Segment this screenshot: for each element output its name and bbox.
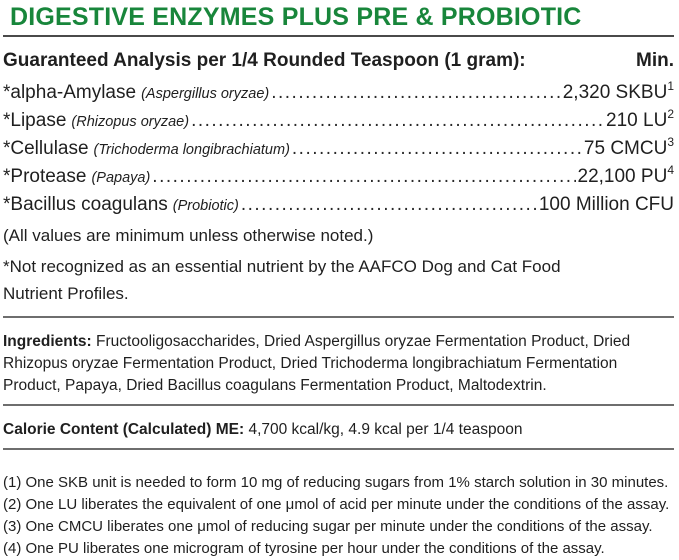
divider — [3, 404, 674, 406]
footnote: (3) One CMCU liberates one μmol of reducing sugar per minute under the conditions of the assay. — [3, 518, 653, 535]
amount-superscript: 2 — [667, 106, 674, 121]
enzyme-name: *Protease — [3, 166, 87, 187]
enzyme-name: *Cellulase — [3, 138, 89, 159]
aafco-note: *Not recognized as an essential nutrient by the AAFCO Dog and Cat Food Nutrient Profiles. — [3, 257, 561, 303]
analysis-row — [3, 162, 674, 189]
divider — [3, 448, 674, 450]
enzyme-source: (Aspergillus oryzae) — [141, 86, 270, 102]
ingredients-label: Ingredients: — [3, 333, 92, 350]
divider — [3, 316, 674, 318]
analysis-row — [3, 194, 674, 217]
leader-dots — [191, 110, 604, 132]
enzyme-source: (Papaya) — [91, 170, 151, 186]
calorie-text: 4,700 kcal/kg, 4.9 kcal per 1/4 teaspoon — [248, 421, 523, 438]
guaranteed-analysis-header — [3, 50, 674, 72]
leader-dots — [152, 166, 575, 188]
enzyme-amount: 210 $LU^2$ — [606, 106, 674, 131]
min-values-note: (All values are minimum unless otherwise noted.) — [3, 226, 374, 245]
guaranteed-analysis-heading: Guaranteed Analysis per 1/4 Rounded Teaspoon (1 gram): — [3, 50, 526, 71]
footnote: (2) One LU liberates the equivalent of one μmol of acid per minute under the conditions of the assay. — [3, 496, 670, 513]
analysis-row — [3, 134, 674, 161]
enzyme-amount: 22,100 $PU^4$ — [577, 162, 674, 187]
calorie-label: Calorie Content (Calculated) ME: — [3, 421, 245, 438]
analysis-row — [3, 78, 674, 105]
ingredients-paragraph — [3, 331, 674, 397]
footnote: (4) One PU liberates one microgram of tyrosine per hour under the conditions of the assay. — [3, 540, 605, 557]
enzyme-name: *Lipase — [3, 110, 67, 131]
page-title: DIGESTIVE ENZYMES PLUS PRE & PROBIOTIC — [10, 3, 582, 31]
footnote: (1) One SKB unit is needed to form 10 mg of reducing sugars from 1% starch solution in 30 minutes. — [3, 474, 669, 491]
enzyme-source: (Probiotic) — [172, 198, 239, 214]
enzyme-source: (Rhizopus oryzae) — [71, 114, 190, 130]
enzyme-name: *Bacillus coagulans — [3, 194, 168, 215]
calorie-content-paragraph — [3, 419, 674, 441]
amount-superscript: 3 — [667, 134, 674, 149]
enzyme-amount: 75 CMCU$^3$ — [583, 134, 674, 159]
min-column-header: Min. — [636, 50, 674, 71]
footnotes-section — [3, 472, 674, 560]
analysis-row — [3, 106, 674, 133]
amount-superscript: 4 — [667, 162, 674, 177]
divider-top — [3, 35, 674, 37]
enzyme-name: *alpha-Amylase — [3, 82, 137, 103]
leader-dots — [271, 82, 561, 104]
ingredients-text: Fructooligosaccharides, Dried Aspergillus oryzae Fermentation Product, Dried Rhizopus oryzae Fermentation Product, Dried Trichoderma longibrachiatum Fermentation Product, Papaya, Dried Bacillus coagulans Fermentation Product, Maltodextrin. — [3, 333, 631, 394]
leader-dots — [241, 194, 537, 216]
leader-dots — [292, 138, 582, 160]
guaranteed-analysis-table — [3, 78, 674, 217]
enzyme-amount: 100 Million CFU — [538, 194, 674, 215]
amount-superscript: 1 — [667, 78, 674, 93]
enzyme-amount: 2,320 SKBU$^1$ — [562, 78, 674, 103]
enzyme-source: (Trichoderma longibrachiatum) — [93, 142, 290, 158]
